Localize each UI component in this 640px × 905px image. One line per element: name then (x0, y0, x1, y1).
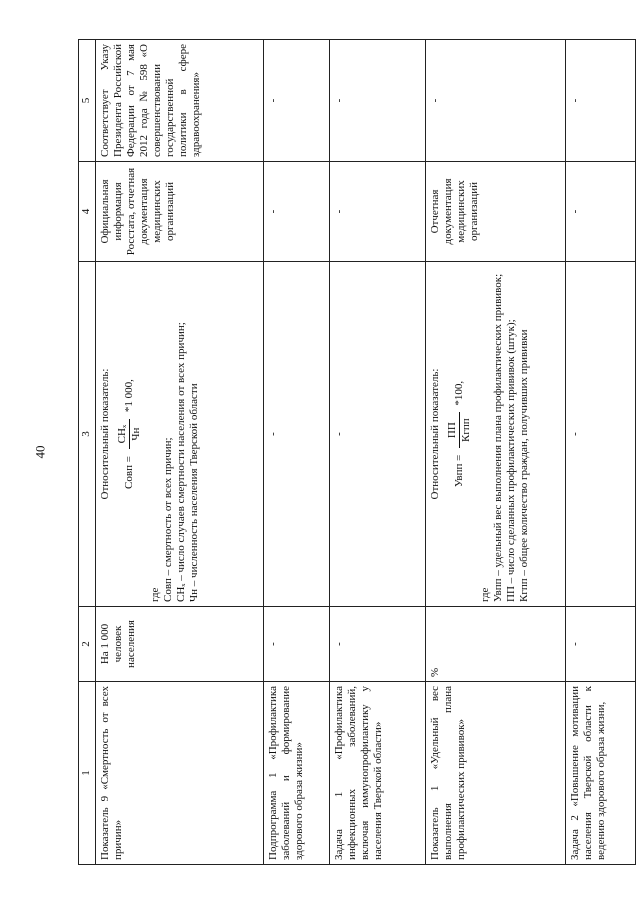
formula (446, 266, 473, 602)
formula-multiplier: *1 000, (123, 379, 136, 413)
header-col-1: 1 (79, 682, 96, 865)
method-cell (96, 262, 264, 607)
formula-denominator: Чн (130, 427, 142, 441)
header-col-3: 3 (79, 262, 96, 607)
table-row (96, 40, 264, 865)
source-cell: - (330, 162, 426, 262)
table-row (566, 40, 636, 865)
header-col-2: 2 (79, 607, 96, 682)
method-cell (426, 262, 566, 607)
definition-line: Совп – смертность от всех причин; (162, 437, 174, 602)
unit-cell: % (426, 607, 566, 682)
method-cell: - (264, 262, 330, 607)
task-name: Задача 2 «Повышение мотивации населения Тверской области к ведению здорового образа жизни, (566, 682, 636, 865)
source-cell: Отчетная документация медицинских организаций (426, 162, 566, 262)
task-name: Задача 1 «Профилактика инфекционных заболеваний, включая иммунопрофилактику у населения Тверской области» (330, 682, 426, 865)
header-col-4: 4 (79, 162, 96, 262)
header-col-5: 5 (79, 40, 96, 162)
header-row (79, 40, 96, 865)
method-cell: - (566, 262, 636, 607)
unit-cell: - (264, 607, 330, 682)
note-cell: Соответствует Указу Президента Российской Федерации от 7 мая 2012 года № 598 «О совершенствовании государственной политики в сфере здравоохранения» (96, 40, 264, 162)
formula-lhs: Увпп = (453, 454, 466, 488)
note-cell: - (426, 40, 566, 162)
definition-line: СНₓ – число случаев смертности населения от всех причин; (175, 322, 187, 602)
formula-fraction (116, 419, 143, 449)
formula-numerator: CHₓ (116, 419, 130, 449)
page-number: 40 (32, 445, 48, 459)
unit-cell: - (330, 607, 426, 682)
unit-cell: - (566, 607, 636, 682)
note-cell: - (566, 40, 636, 162)
rotated-table-sheet (78, 40, 634, 865)
table-row (426, 40, 566, 865)
formula-multiplier: *100, (453, 380, 466, 406)
method-cell: - (330, 262, 426, 607)
definition-line: ПП – число сделанных профилактических прививок (штук); (505, 319, 517, 602)
note-cell: - (264, 40, 330, 162)
formula-denominator: Кгпп (460, 418, 472, 442)
where-label: где (149, 587, 161, 602)
table-row (264, 40, 330, 865)
unit-cell: На 1 000 человек населения (96, 607, 264, 682)
formula-lhs: Совп = (123, 456, 136, 489)
indicator-name: Показатель 9 «Смертность от всех причин» (96, 682, 264, 865)
method-intro: Относительный показатель: (429, 368, 441, 500)
formula (116, 266, 143, 602)
where-label: где (479, 587, 491, 602)
method-intro: Относительный показатель: (99, 368, 111, 500)
subprogram-name: Подпрограмма 1 «Профилактика заболеваний и формирование здорового образа жизни» (264, 682, 330, 865)
source-cell: - (264, 162, 330, 262)
indicator-table (78, 39, 636, 865)
definition-line: Кгпп – общее количество граждан, получивших прививки (518, 329, 530, 602)
indicator-name: Показатель 1 «Удельный вес выполнения плана профилактических прививок» (426, 682, 566, 865)
definition-line: Увпп – удельный вес выполнения плана профилактических прививок; (492, 273, 504, 602)
source-cell: - (566, 162, 636, 262)
formula-numerator: ПП (446, 412, 460, 448)
source-cell: Официальная информация Росстата, отчетная документация медицинских организаций (96, 162, 264, 262)
definition-line: Чн – численность населения Тверской области (188, 383, 200, 602)
table-row (330, 40, 426, 865)
formula-fraction (446, 412, 473, 448)
note-cell: - (330, 40, 426, 162)
